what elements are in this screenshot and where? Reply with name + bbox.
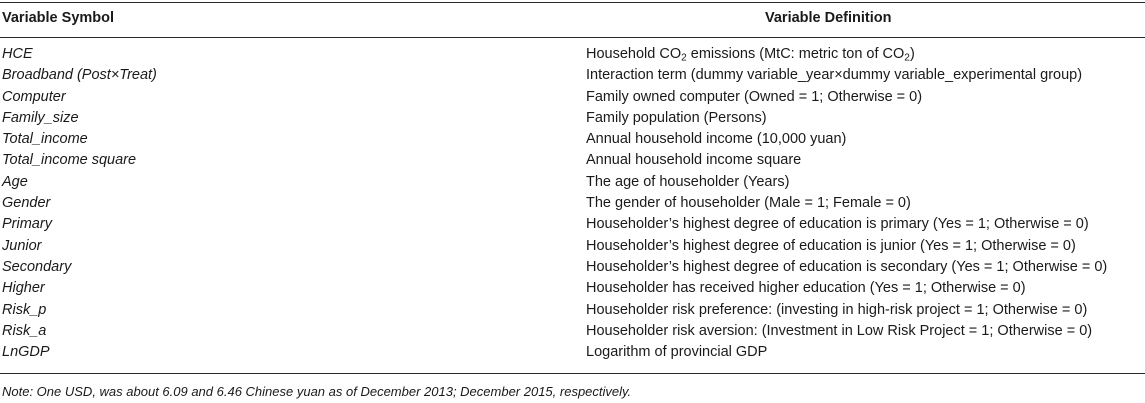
variable-symbol: Total_income square	[2, 152, 137, 169]
table-note: Note: One USD, was about 6.09 and 6.46 Chinese yuan as of December 2013; December 2015, respectively.	[2, 384, 632, 399]
variable-definition: Family population (Persons)	[586, 109, 767, 126]
table-row	[0, 214, 1145, 235]
table-top-rule	[0, 2, 1145, 3]
variable-symbol: Family_size	[2, 109, 79, 126]
variable-symbol: Primary	[2, 216, 52, 233]
variable-symbol: Secondary	[2, 258, 72, 275]
variable-definition: Interaction term (dummy variable_year×dummy variable_experimental group)	[586, 67, 1083, 84]
table-row	[0, 150, 1145, 171]
table-row	[0, 278, 1145, 299]
variable-definition: Annual household income square	[586, 152, 802, 169]
variable-symbol: Age	[2, 173, 28, 190]
variable-definition: Family owned computer (Owned = 1; Otherwise = 0)	[586, 88, 923, 105]
table-row	[0, 300, 1145, 321]
header-variable-definition: Variable Definition	[765, 10, 892, 26]
variable-definition: Householder’s highest degree of education is junior (Yes = 1; Otherwise = 0)	[586, 237, 1076, 254]
table-row	[0, 172, 1145, 193]
table-bottom-rule	[0, 373, 1145, 374]
table-row	[0, 87, 1145, 108]
table-header-rule	[0, 37, 1145, 38]
table-header-row	[0, 10, 1145, 30]
variable-definition: Household $CO_2$ emissions (MtC: metric ton of $CO_2$)	[586, 46, 915, 64]
table-body	[0, 44, 1145, 363]
table-row	[0, 193, 1145, 214]
variable-symbol: Risk_p	[2, 301, 47, 318]
table-row	[0, 236, 1145, 257]
table-row	[0, 321, 1145, 342]
variable-definition: Logarithm of provincial GDP	[586, 344, 768, 361]
variable-symbol: Broadband (Post×Treat)	[2, 67, 157, 84]
variable-symbol: LnGDP	[2, 344, 50, 361]
variable-symbol: Risk_a	[2, 322, 47, 339]
variable-definition: Householder’s highest degree of education is secondary (Yes = 1; Otherwise = 0)	[586, 258, 1108, 275]
variable-definition: Householder risk preference: (investing in high-risk project = 1; Otherwise = 0)	[586, 301, 1088, 318]
variable-definition: Householder risk aversion: (Investment in Low Risk Project = 1; Otherwise = 0)	[586, 322, 1093, 339]
variable-symbol: Gender	[2, 195, 51, 212]
variable-symbol: Computer	[2, 88, 66, 105]
variable-symbol: Higher	[2, 280, 45, 297]
variable-definition: The gender of householder (Male = 1; Female = 0)	[586, 195, 911, 212]
table-row	[0, 44, 1145, 65]
variable-definition: The age of householder (Years)	[586, 173, 790, 190]
variable-symbol: HCE	[2, 46, 33, 62]
variable-definition: Annual household income (10,000 yuan)	[586, 131, 847, 148]
variable-definition: Householder’s highest degree of education is primary (Yes = 1; Otherwise = 0)	[586, 216, 1089, 233]
variable-symbol: Junior	[2, 237, 42, 254]
header-variable-symbol: Variable Symbol	[2, 10, 115, 26]
variable-definition: Householder has received higher education (Yes = 1; Otherwise = 0)	[586, 280, 1026, 297]
table-row	[0, 129, 1145, 150]
table-row	[0, 65, 1145, 86]
variable-symbol: Total_income	[2, 131, 88, 148]
table-row	[0, 342, 1145, 363]
table-row	[0, 108, 1145, 129]
table-row	[0, 257, 1145, 278]
